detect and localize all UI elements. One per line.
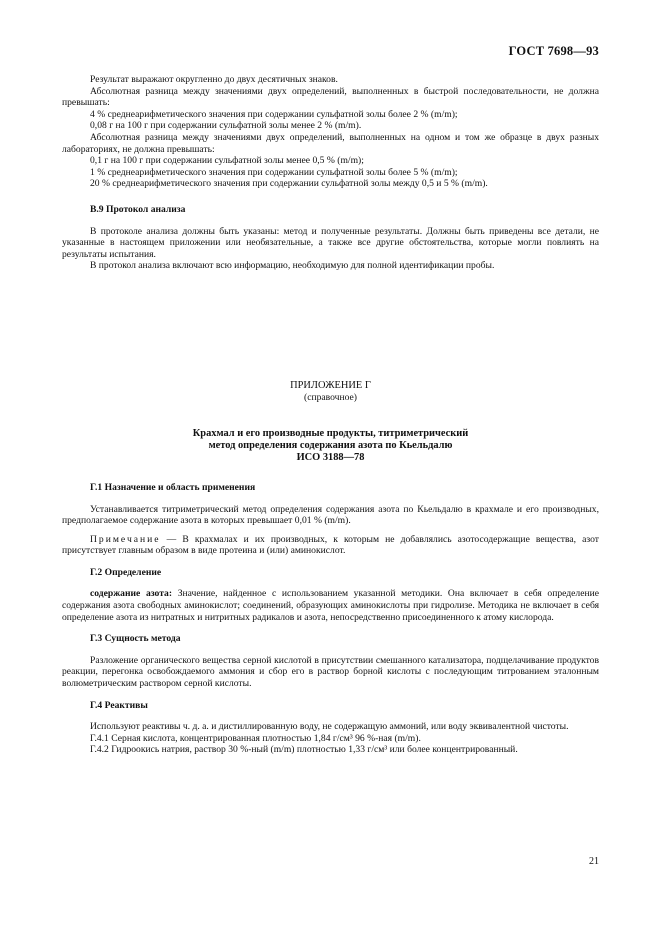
section-heading-g4: Г.4 Реактивы bbox=[90, 699, 148, 711]
section-heading-b9: В.9 Протокол анализа bbox=[90, 203, 186, 215]
appendix-label: ПРИЛОЖЕНИЕ Г bbox=[290, 379, 371, 391]
paragraph: Г.4.2 Гидроокись натрия, раствор 30 %-ный (m/m) плотностью 1,33 г/см³ или более концентрированный. bbox=[90, 744, 518, 756]
page-content bbox=[62, 74, 599, 756]
paragraph: Абсолютная разница между значениями двух определений, выполненных в быстрой последовательности, не должна превышать: bbox=[62, 85, 599, 109]
paragraph: Используют реактивы ч. д. а. и дистиллированную воду, не содержащую аммоний, или воду эквивалентной чистоты. bbox=[90, 721, 569, 733]
document-id-header: ГОСТ 7698—93 bbox=[508, 44, 599, 58]
definition-text: Значение, найденное с использованием указанной методики. Она включает в себя определение содержания азота свободных аминокислот; соединений, образующих аминокислоты при гидролизе. Методика не включает в себя определение азота из нитратных и нитритных радикалов и азота, непосредственно присоединенного к атому кислорода. bbox=[62, 588, 599, 623]
note-text: — В крахмалах и их производных, к которым не добавлялись азотосодержащие вещества, азот присутствует главным образом в виде протеина и (или) аминокислот. bbox=[62, 533, 599, 557]
paragraph: 0,1 г на 100 г при содержании сульфатной золы менее 0,5 % (m/m); bbox=[90, 155, 364, 167]
paragraph: Устанавливается титриметрический метод определения содержания азота по Кьельдалю в крахмале и его производных, предполагаемое содержание азота в которых превышает 0,01 % (m/m). bbox=[62, 503, 599, 527]
paragraph: В протокол анализа включают всю информацию, необходимую для полной идентификации пробы. bbox=[90, 260, 495, 272]
note-label: Примечание bbox=[90, 533, 161, 545]
definition-paragraph bbox=[62, 588, 599, 623]
paragraph: Результат выражают округленно до двух десятичных знаков. bbox=[90, 74, 338, 85]
appendix-subtitle: (справочное) bbox=[304, 391, 357, 403]
appendix-title-line: ИСО 3188—78 bbox=[296, 451, 365, 463]
appendix-title bbox=[62, 428, 599, 464]
paragraph: В протоколе анализа должны быть указаны: метод и полученные результаты. Должны быть приведены все детали, не указанные в настоящем приложении или необязательные, а также все другие обстоятельства, которые могли повлиять на результаты испытания. bbox=[62, 225, 599, 260]
paragraph: 20 % среднеарифметического значения при содержании сульфатной золы между 0,5 и 5 % (m/m). bbox=[90, 178, 488, 190]
paragraph: 0,08 г на 100 г при содержании сульфатной золы менее 2 % (m/m). bbox=[90, 120, 362, 132]
paragraph: 1 % среднеарифметического значения при содержании сульфатной золы более 5 % (m/m); bbox=[90, 166, 458, 178]
paragraph: Г.4.1 Серная кислота, концентрированная плотностью 1,84 г/см³ 96 %-ная (m/m). bbox=[90, 732, 421, 744]
note-paragraph bbox=[62, 534, 599, 557]
appendix-title-line: метод определения содержания азота по Кьельдалю bbox=[208, 439, 453, 451]
paragraph: Разложение органического вещества серной кислотой в присутствии смешанного катализатора, подщелачивание продуктов реакции, перегонка освобождаемого аммония и сбор его в раствор борной кислоты с последующим титрованием эталонным волюметрическим раствором серной кислоты. bbox=[62, 654, 599, 690]
paragraph: 4 % среднеарифметического значения при содержании сульфатной золы более 2 % (m/m); bbox=[90, 108, 458, 120]
defined-term: содержание азота: bbox=[90, 588, 173, 600]
paragraph: Абсолютная разница между значениями двух определений, выполненных на одном и том же образце в двух разных лабораториях, не должна превышать: bbox=[62, 131, 599, 155]
section-heading-g1: Г.1 Назначение и область применения bbox=[90, 481, 256, 493]
section-heading-g3: Г.3 Сущность метода bbox=[90, 633, 181, 645]
appendix-title-line: Крахмал и его производные продукты, титриметрический bbox=[192, 427, 469, 439]
section-heading-g2: Г.2 Определение bbox=[90, 566, 162, 578]
page-number: 21 bbox=[589, 856, 599, 867]
